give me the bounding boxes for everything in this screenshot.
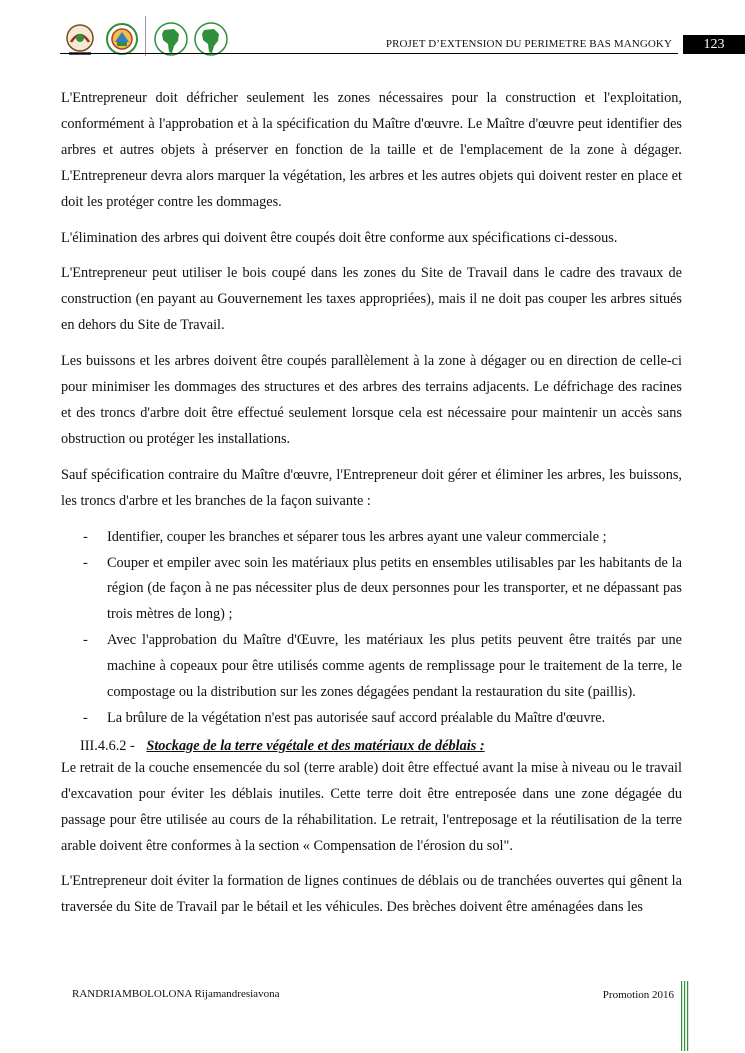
section-title: Stockage de la terre végétale et des matériaux de déblais :	[146, 737, 485, 754]
paragraph-2: L'élimination des arbres qui doivent être coupés doit être conforme aux spécifications ci-dessous.	[61, 229, 618, 246]
list-item-text: Couper et empiler avec soin les matériaux plus petits en ensembles utilisables par les habitants de la région (de façon à ne pas nécessiter plus de deux personnes pour les transporter, et ne dépassant pas trois mètres de long) ;	[107, 554, 682, 623]
bullet-dash: -	[83, 528, 88, 545]
bullet-dash: -	[83, 709, 88, 726]
section-number: III.4.6.2 -	[80, 737, 135, 754]
paragraph-6: Le retrait de la couche ensemencée du sol (terre arable) doit être effectué avant la mise à niveau ou le travail d'excavation pour éviter les déblais inutiles. Cette terre doit être entreposée dans une zone dégagée du passage pour être utilisée au cours de la réhabilitation. Le retrait, l'entreposage et la réutilisation de la terre arable doivent être conformes à la section « Compensation de l'érosion du sol".	[61, 759, 682, 854]
page-number: 123	[683, 35, 745, 54]
section-heading	[80, 736, 682, 756]
list-item-text: La brûlure de la végétation n'est pas autorisée sauf accord préalable du Maître d'œuvre.	[107, 709, 606, 726]
paragraph-5: Sauf spécification contraire du Maître d'œuvre, l'Entrepreneur doit gérer et éliminer les arbres, les buissons, les troncs d'arbre et les branches de la façon suivante :	[61, 466, 682, 509]
logo-divider	[145, 16, 146, 56]
header-title: PROJET D’EXTENSION DU PERIMETRE BAS MANGOKY	[385, 38, 672, 50]
list-item-text: Avec l'approbation du Maître d'Œuvre, les matériaux les plus petits peuvent être traités par une machine à copeaux pour être utilisés comme agents de remplissage pour le traitement de la terre, le compostage ou la distribution sur les zones dégagées pendant la restauration du site (paillis).	[107, 632, 682, 701]
header-rule	[60, 53, 678, 54]
paragraph-3: L'Entrepreneur peut utiliser le bois coupé dans les zones du Site de Travail dans le cadre des travaux de construction (en payant au Gouvernement les taxes appropriées), mais il ne doit pas couper les arbres situés en dehors du Site de Travail.	[61, 265, 682, 334]
document-body	[61, 86, 682, 931]
header-logos	[60, 14, 240, 64]
footer-author: RANDRIAMBOLOLONA Rijamandresiavona	[72, 988, 280, 1000]
paragraph-1: L'Entrepreneur doit défricher seulement les zones nécessaires pour la construction et l'exploitation, conformément à l'approbation et à la spécification du Maître d'œuvre. Le Maître d'œuvre peut identifier des arbres et autres objets à préserver en fonction de la taille et de l'emplacement de la zone à dégager. L'Entrepreneur devra alors marquer la végétation, les arbres et les autres objets qui doivent rester en place et doit les protéger contre les dommages.	[61, 90, 682, 210]
list-item	[61, 706, 682, 732]
footer-promotion: Promotion 2016	[602, 989, 674, 1001]
bullet-list	[61, 525, 682, 732]
list-item	[61, 551, 682, 629]
bullet-dash: -	[83, 632, 88, 649]
paragraph-7: L'Entrepreneur doit éviter la formation de lignes continues de déblais ou de tranchées ouvertes qui gênent la traversée du Site de Travail par le bétail et les véhicules. Des brèches doivent être aménagées dans les	[61, 873, 682, 916]
list-item	[61, 628, 682, 706]
bullet-dash: -	[83, 554, 88, 571]
list-item-text: Identifier, couper les branches et séparer tous les arbres ayant une valeur commerciale ;	[107, 528, 607, 545]
footer-decoration	[680, 981, 692, 1051]
paragraph-4: Les buissons et les arbres doivent être coupés parallèlement à la zone à dégager ou en direction de celle-ci pour minimiser les dommages des structures et des arbres des terrains adjacents. Le défrichage des racines et des troncs d'arbre doit être effectué seulement lorsque cela est nécessaire pour maintenir un accès sans obstruction ou protéger les installations.	[61, 353, 682, 447]
list-item	[61, 525, 682, 551]
